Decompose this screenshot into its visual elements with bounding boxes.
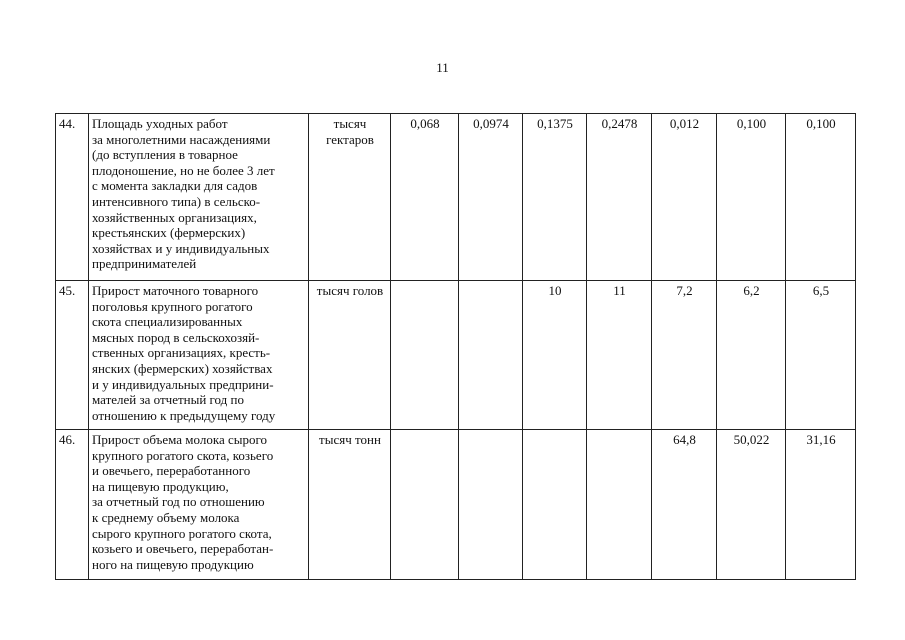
indicators-table [55, 113, 856, 580]
value-cell: 10 [523, 281, 587, 430]
unit-cell: тысяч гектаров [309, 114, 391, 281]
value-cell: 0,100 [717, 114, 786, 281]
value-cell: 0,0974 [459, 114, 523, 281]
value-cell: 6,5 [786, 281, 856, 430]
value-cell: 0,1375 [523, 114, 587, 281]
value-cell [459, 430, 523, 580]
row-number: 46. [56, 430, 89, 580]
indicator-description: Площадь уходных работ за многолетними насаждениями (до вступления в товарное плодоношение, но не более 3 лет с момента закладки для садов интенсивного типа) в сельско- хозяйственных организациях, крестьянских (фермерских) хозяйствах и у индивидуальных предпринимателей [89, 114, 309, 281]
indicator-description: Прирост объема молока сырого крупного рогатого скота, козьего и овечьего, переработанного на пищевую продукцию, за отчетный год по отношению к среднему объему молока сырого крупного рогатого скота, козьего и овечьего, переработан- ного на пищевую продукцию [89, 430, 309, 580]
table-row [56, 281, 856, 430]
table-row [56, 430, 856, 580]
page-number: 11 [436, 60, 449, 75]
value-cell: 0,2478 [587, 114, 652, 281]
value-cell: 0,100 [786, 114, 856, 281]
value-cell: 7,2 [652, 281, 717, 430]
table-row [56, 114, 856, 281]
value-cell: 0,012 [652, 114, 717, 281]
value-cell [391, 430, 459, 580]
row-number: 44. [56, 114, 89, 281]
indicator-description: Прирост маточного товарного поголовья крупного рогатого скота специализированных мясных пород в сельскохозяй- ственных организациях, кресть- янских (фермерских) хозяйствах и у индивидуальных предприни- мателей за отчетный год по отношению к предыдущему году [89, 281, 309, 430]
value-cell: 31,16 [786, 430, 856, 580]
row-number: 45. [56, 281, 89, 430]
value-cell: 64,8 [652, 430, 717, 580]
value-cell [523, 430, 587, 580]
value-cell [587, 430, 652, 580]
value-cell: 11 [587, 281, 652, 430]
unit-cell: тысяч тонн [309, 430, 391, 580]
unit-cell: тысяч голов [309, 281, 391, 430]
value-cell: 50,022 [717, 430, 786, 580]
value-cell [459, 281, 523, 430]
value-cell: 6,2 [717, 281, 786, 430]
value-cell [391, 281, 459, 430]
value-cell: 0,068 [391, 114, 459, 281]
